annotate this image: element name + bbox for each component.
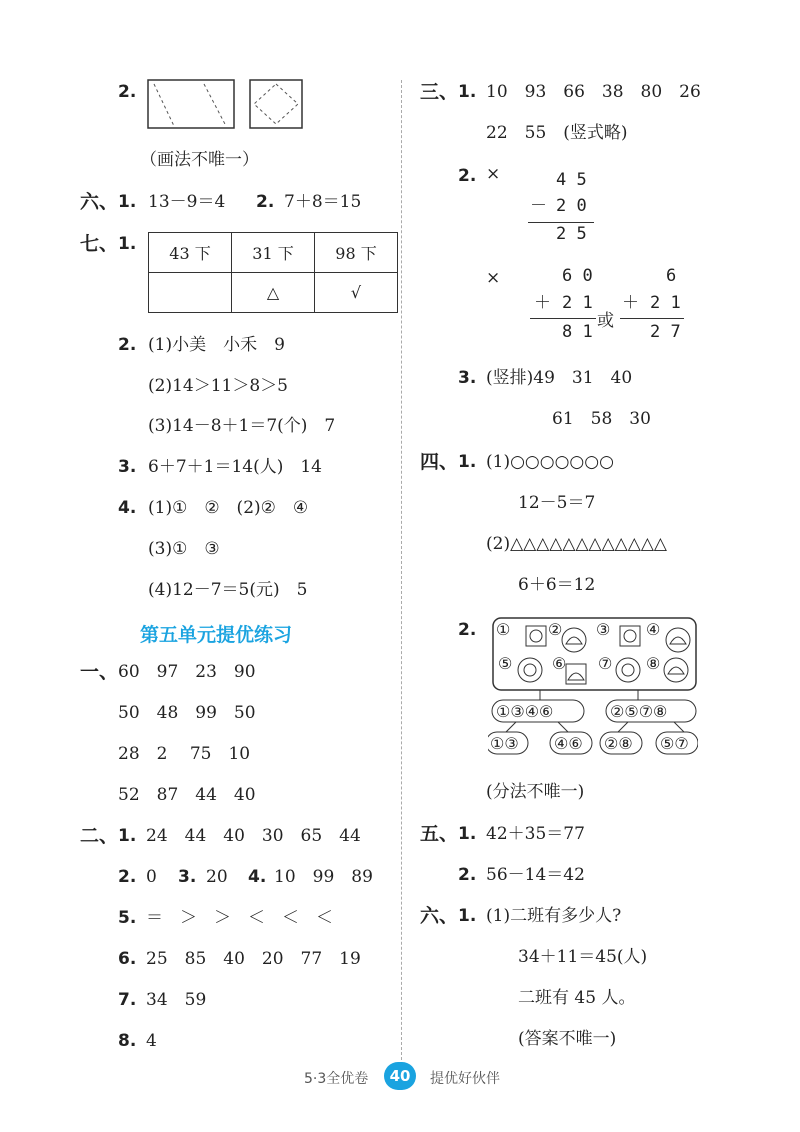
section-label: 七、: [80, 233, 119, 255]
subgroup-label: ①③: [490, 734, 519, 753]
answer-text: 二班有 45 人。: [518, 988, 636, 1008]
answer-row: 50 48 99 50: [118, 703, 256, 723]
calc-operand: 6: [666, 266, 677, 286]
answer-text: (4)12－7＝5(元) 5: [148, 580, 308, 600]
section-label: 一、: [80, 661, 119, 683]
section-label: 六、: [420, 905, 459, 927]
answer-text: (1)小美 小禾 9: [148, 335, 285, 355]
calc-line: [528, 222, 594, 223]
footer-brand: 5·3全优卷: [304, 1071, 369, 1087]
answer-text: (2)△△△△△△△△△△△△: [486, 534, 667, 554]
calc-result: 2 5: [556, 224, 587, 244]
question-number: 6.: [118, 949, 137, 969]
question-number: 3.: [178, 867, 197, 887]
answer-row: 28 2 75 10: [118, 744, 251, 764]
question-number: 8.: [118, 1031, 137, 1051]
answer-text: (答案不唯一): [518, 1029, 617, 1049]
answer-text: 7＋8＝15: [284, 192, 362, 212]
circled-number: ⑥: [552, 654, 567, 673]
question-number: 1.: [458, 452, 477, 472]
section-label: 四、: [420, 451, 459, 473]
question-number: 1.: [118, 826, 137, 846]
unit-title: 第五单元提优练习: [140, 624, 293, 646]
answer-text: 22 55 (竖式略): [486, 123, 628, 143]
calc-operand: 4 5: [556, 170, 587, 190]
calc-result: 2 7: [650, 322, 681, 342]
answer-text: (1)○○○○○○○: [486, 452, 614, 472]
section-label: 二、: [80, 825, 119, 847]
answer-text: 4: [146, 1031, 157, 1051]
question-number: 2.: [118, 335, 137, 355]
circled-number: ⑤: [498, 654, 513, 673]
answer-text: 24 44 40 30 65 44: [146, 826, 361, 846]
calc-operand: 2 1: [562, 293, 593, 313]
question-number: 7.: [118, 990, 137, 1010]
question-number: 2.: [256, 192, 275, 212]
table-cell: 98 下: [315, 233, 398, 273]
answer-text: 6＋7＋1＝14(人) 14: [148, 457, 322, 477]
group-label: ①③④⑥: [496, 702, 554, 721]
answer-text: 13－9＝4: [148, 192, 226, 212]
answer-row: 60 97 23 90: [118, 662, 256, 682]
calc-result: 8 1: [562, 322, 593, 342]
note-text: （画法不唯一）: [140, 150, 259, 170]
question-number: 3.: [118, 457, 137, 477]
section-label: 五、: [420, 823, 459, 845]
table-cell: [149, 273, 232, 313]
subgroup-label: ④⑥: [554, 734, 583, 753]
answer-text: 61 58 30: [552, 409, 651, 429]
question-number: 2.: [118, 82, 137, 102]
circled-number: ②: [548, 620, 563, 639]
question-number: 3.: [458, 368, 477, 388]
calc-operator: ＋: [534, 293, 551, 313]
question-number: 4.: [248, 867, 267, 887]
subgroup-label: ②⑧: [604, 734, 633, 753]
table-cell: 31 下: [232, 233, 315, 273]
answer-text: 10 93 66 38 80 26: [486, 82, 701, 102]
page-number: 40: [384, 1062, 416, 1090]
answer-text: (1)① ② (2)② ④: [148, 498, 309, 518]
answer-text: 42＋35＝77: [486, 824, 585, 844]
answer-text: 20: [206, 867, 228, 887]
subgroup-label: ⑤⑦: [660, 734, 689, 753]
circled-number: ⑦: [598, 654, 613, 673]
circled-number: ③: [596, 620, 611, 639]
calc-operator: －: [530, 196, 547, 216]
question-number: 1.: [458, 824, 477, 844]
circled-number: ④: [646, 620, 661, 639]
fruit-grouping-figure: [492, 616, 698, 692]
calc-operator: ＋: [622, 293, 639, 313]
answer-text: (3)① ③: [148, 539, 220, 559]
circled-number: ①: [496, 620, 511, 639]
section-label: 三、: [420, 81, 459, 103]
answer-text: 25 85 40 20 77 19: [146, 949, 361, 969]
answer-text: (2)14＞11＞8＞5: [148, 376, 288, 396]
calc-operand: 2 0: [556, 196, 587, 216]
calc-operand: 2 1: [650, 293, 681, 313]
column-divider: [401, 80, 402, 1065]
question-number: 1.: [458, 82, 477, 102]
table-cell: △: [232, 273, 315, 313]
answer-text: 34 59: [146, 990, 207, 1010]
question-number: 1.: [458, 906, 477, 926]
answer-text: 12－5＝7: [518, 493, 596, 513]
question-number: 1.: [118, 192, 137, 212]
footer-slogan: 提优好伙伴: [430, 1071, 500, 1087]
question-number: 2.: [458, 166, 477, 186]
circled-number: ⑧: [646, 654, 661, 673]
answer-text: (3)14－8＋1＝7(个) 7: [148, 416, 336, 436]
calc-line: [530, 318, 596, 319]
answer-text: ＝ ＞ ＞ ＜ ＜ ＜: [146, 908, 333, 928]
answer-text: 6＋6＝12: [518, 575, 596, 595]
question-number: 4.: [118, 498, 137, 518]
note-text: (分法不唯一): [486, 782, 585, 802]
answer-table: [148, 232, 398, 313]
answer-text: 0: [146, 867, 157, 887]
group-label: ②⑤⑦⑧: [610, 702, 668, 721]
cross-mark: ×: [486, 164, 501, 184]
table-cell: 43 下: [149, 233, 232, 273]
answer-row: 52 87 44 40: [118, 785, 256, 805]
answer-text: 56－14＝42: [486, 865, 585, 885]
cross-mark: ×: [486, 268, 501, 288]
rectangle-figures: [146, 78, 306, 132]
answer-text: (竖排)49 31 40: [486, 368, 633, 388]
calc-operand: 6 0: [562, 266, 593, 286]
question-number: 2.: [118, 867, 137, 887]
answer-text: 10 99 89: [274, 867, 373, 887]
question-number: 5.: [118, 908, 137, 928]
answer-text: (1)二班有多少人?: [486, 906, 622, 926]
question-number: 1.: [118, 234, 137, 254]
question-number: 2.: [458, 620, 477, 640]
table-cell: √: [315, 273, 398, 313]
question-number: 2.: [458, 865, 477, 885]
or-text: 或: [597, 311, 614, 331]
answer-text: 34＋11＝45(人): [518, 947, 648, 967]
section-label: 六、: [80, 191, 119, 213]
calc-line: [620, 318, 684, 319]
